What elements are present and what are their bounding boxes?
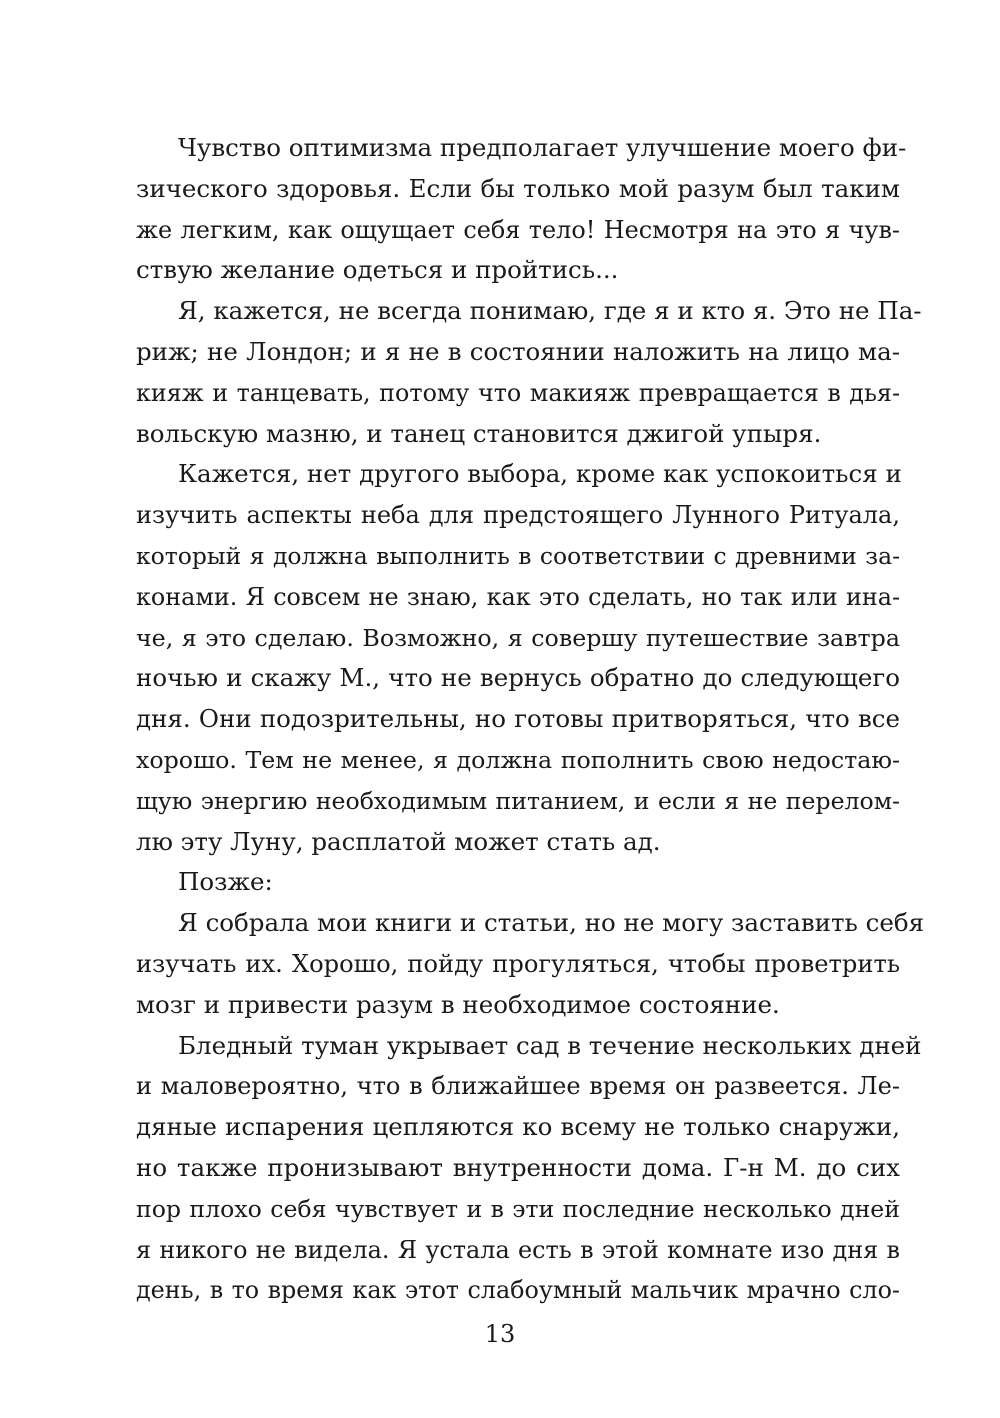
text-line: дня. Они подозрительны, но готовы притворяться, что все [136, 704, 900, 734]
text-line: ствую желание одеться и пройтись... [136, 255, 619, 285]
text-line: вольскую мазню, и танец становится джигой упыря. [136, 418, 822, 448]
text-line: но также пронизывают внутренности дома. Г-н М. до сих [136, 1152, 900, 1182]
text-line: хорошо. Тем не менее, я должна пополнить свою недостаю- [136, 745, 900, 774]
text-line: Бледный туман укрывает сад в течение нескольких дней [178, 1030, 922, 1060]
text-line: и маловероятно, что в ближайшее время он развеется. Ле- [136, 1072, 900, 1101]
text-line: кияж и танцевать, потому что макияж превращается в дья- [136, 378, 900, 407]
page-number: 13 [484, 1320, 516, 1348]
text-line: зического здоровья. Если бы только мой разум был таким [136, 173, 900, 203]
text-line: пор плохо себя чувствует и в эти последние несколько дней [136, 1194, 900, 1223]
text-line: мозг и привести разум в необходимое состояние. [136, 989, 780, 1019]
text-line: же легким, как ощущает себя тело! Несмотря на это я чув- [136, 215, 900, 244]
text-line: изучать их. Хорошо, пойду прогуляться, чтобы проветрить [136, 949, 900, 978]
text-line: ночью и скажу М., что не вернусь обратно до следующего [136, 663, 900, 693]
text-line: конами. Я совсем не знаю, как это сделать, но так или ина- [136, 582, 900, 611]
text-line: Я собрала мои книги и статьи, но не могу заставить себя [178, 908, 925, 938]
text-line: Позже: [178, 867, 273, 897]
text-line: Чувство оптимизма предполагает улучшение моего фи- [178, 133, 907, 162]
text-line: который я должна выполнить в соответствии с древними за- [136, 541, 900, 570]
text-line: день, в то время как этот слабоумный мальчик мрачно сло- [136, 1276, 900, 1305]
text-line: че, я это сделаю. Возможно, я совершу путешествие завтра [136, 623, 900, 652]
body-text [136, 128, 925, 1311]
text-line: я никого не видела. Я устала есть в этой комнате изо дня в [136, 1235, 900, 1264]
text-line: риж; не Лондон; и я не в состоянии наложить на лицо ма- [136, 336, 900, 366]
text-line: щую энергию необходимым питанием, и если я не перелом- [136, 786, 900, 815]
text-line: изучить аспекты неба для предстоящего Лунного Ритуала, [136, 501, 900, 530]
text-line: дяные испарения цепляются ко всему не только снаружи, [136, 1112, 900, 1142]
text-line: Кажется, нет другого выбора, кроме как успокоиться и [178, 459, 902, 489]
text-line: лю эту Луну, расплатой может стать ад. [136, 826, 661, 856]
text-line: Я, кажется, не всегда понимаю, где я и кто я. Это не Па- [178, 296, 922, 326]
